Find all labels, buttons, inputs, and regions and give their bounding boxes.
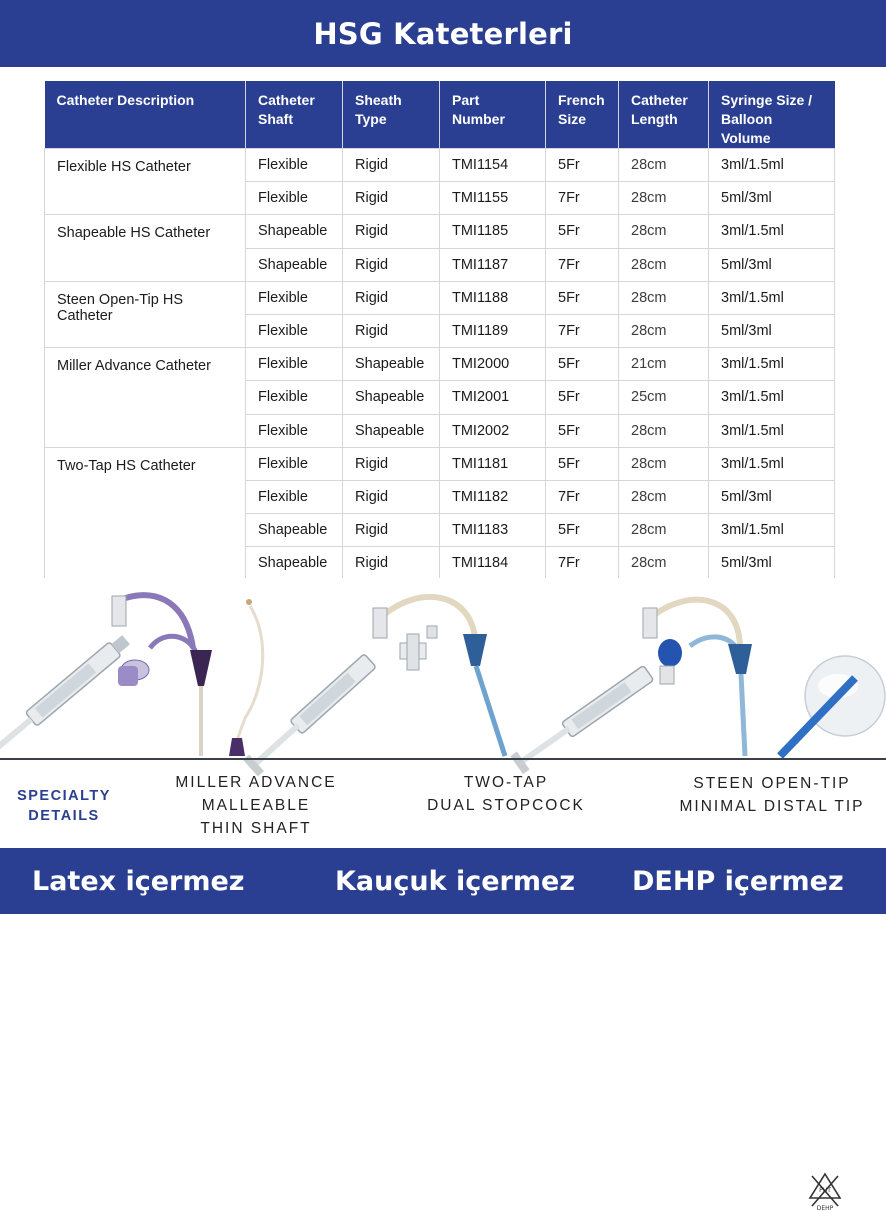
cell-part-number: TMI1188 bbox=[440, 281, 546, 314]
specialty-heading-line1: SPECIALTY bbox=[17, 788, 111, 804]
dehp-free-icon bbox=[808, 1172, 842, 1212]
feature-miller-advance bbox=[136, 771, 376, 840]
cell-length: 25cm bbox=[619, 381, 709, 414]
feature-line: STEEN OPEN-TIP bbox=[693, 775, 851, 792]
table-row bbox=[45, 149, 835, 182]
cell-part-number: TMI1154 bbox=[440, 149, 546, 182]
cell-syringe: 3ml/1.5ml bbox=[709, 414, 835, 447]
latex-free-label: Latex içermez bbox=[32, 866, 245, 897]
cell-shaft: Flexible bbox=[246, 281, 343, 314]
cell-description: Shapeable HS Catheter bbox=[45, 215, 246, 281]
cell-shaft: Flexible bbox=[246, 414, 343, 447]
cell-shaft: Flexible bbox=[246, 314, 343, 347]
cell-syringe: 3ml/1.5ml bbox=[709, 348, 835, 381]
cell-sheath: Rigid bbox=[343, 514, 440, 547]
cell-french-size: 5Fr bbox=[546, 514, 619, 547]
svg-text:PHT: PHT bbox=[819, 1187, 831, 1194]
cell-syringe: 3ml/1.5ml bbox=[709, 281, 835, 314]
column-header-syringe: Syringe Size / Balloon Volume bbox=[709, 81, 835, 149]
miller-advance-catheter-image bbox=[0, 595, 263, 770]
page-title: HSG Kateterleri bbox=[313, 16, 573, 51]
cell-length: 21cm bbox=[619, 348, 709, 381]
cell-description: Steen Open-Tip HS Catheter bbox=[45, 281, 246, 347]
specialty-details-heading bbox=[14, 786, 114, 826]
cell-sheath: Rigid bbox=[343, 215, 440, 248]
cell-length: 28cm bbox=[619, 149, 709, 182]
cell-shaft: Shapeable bbox=[246, 514, 343, 547]
table-row bbox=[45, 447, 835, 480]
cell-sheath: Rigid bbox=[343, 248, 440, 281]
cell-french-size: 7Fr bbox=[546, 547, 619, 580]
cell-description: Flexible HS Catheter bbox=[45, 149, 246, 215]
cell-syringe: 3ml/1.5ml bbox=[709, 514, 835, 547]
cell-shaft: Flexible bbox=[246, 480, 343, 513]
cell-syringe: 3ml/1.5ml bbox=[709, 381, 835, 414]
cell-sheath: Rigid bbox=[343, 547, 440, 580]
catheter-products-illustration bbox=[0, 578, 886, 758]
cell-shaft: Flexible bbox=[246, 348, 343, 381]
cell-syringe: 5ml/3ml bbox=[709, 182, 835, 215]
cell-syringe: 5ml/3ml bbox=[709, 480, 835, 513]
catheter-table-container bbox=[44, 81, 834, 580]
cell-length: 28cm bbox=[619, 215, 709, 248]
feature-line: MINIMAL DISTAL TIP bbox=[679, 798, 865, 815]
cell-part-number: TMI1155 bbox=[440, 182, 546, 215]
cell-french-size: 7Fr bbox=[546, 480, 619, 513]
table-row bbox=[45, 215, 835, 248]
svg-text:DEHP: DEHP bbox=[816, 1205, 834, 1212]
cell-french-size: 5Fr bbox=[546, 381, 619, 414]
cell-length: 28cm bbox=[619, 547, 709, 580]
cell-length: 28cm bbox=[619, 414, 709, 447]
cell-french-size: 7Fr bbox=[546, 248, 619, 281]
cell-french-size: 5Fr bbox=[546, 149, 619, 182]
cell-length: 28cm bbox=[619, 514, 709, 547]
cell-shaft: Flexible bbox=[246, 381, 343, 414]
cell-french-size: 7Fr bbox=[546, 314, 619, 347]
table-row bbox=[45, 348, 835, 381]
rubber-free-label: Kauçuk içermez bbox=[335, 866, 575, 897]
cell-sheath: Rigid bbox=[343, 480, 440, 513]
dehp-free-label: DEHP içermez bbox=[632, 866, 844, 897]
cell-part-number: TMI1185 bbox=[440, 215, 546, 248]
cell-length: 28cm bbox=[619, 480, 709, 513]
cell-description: Miller Advance Catheter bbox=[45, 348, 246, 448]
cell-syringe: 5ml/3ml bbox=[709, 547, 835, 580]
product-baseline-divider bbox=[0, 758, 886, 760]
cell-sheath: Shapeable bbox=[343, 414, 440, 447]
cell-part-number: TMI2001 bbox=[440, 381, 546, 414]
title-banner bbox=[0, 0, 886, 67]
cell-french-size: 5Fr bbox=[546, 447, 619, 480]
cell-syringe: 5ml/3ml bbox=[709, 314, 835, 347]
cell-syringe: 3ml/1.5ml bbox=[709, 215, 835, 248]
cell-part-number: TMI1181 bbox=[440, 447, 546, 480]
cell-french-size: 5Fr bbox=[546, 414, 619, 447]
cell-shaft: Flexible bbox=[246, 149, 343, 182]
cell-shaft: Shapeable bbox=[246, 248, 343, 281]
cell-french-size: 5Fr bbox=[546, 281, 619, 314]
specialty-heading-line2: DETAILS bbox=[28, 808, 100, 824]
cell-sheath: Rigid bbox=[343, 149, 440, 182]
table-row bbox=[45, 281, 835, 314]
cell-shaft: Flexible bbox=[246, 447, 343, 480]
feature-line: THIN SHAFT bbox=[200, 820, 312, 837]
cell-part-number: TMI1184 bbox=[440, 547, 546, 580]
column-header-french-size: French Size bbox=[546, 81, 619, 149]
cell-shaft: Shapeable bbox=[246, 547, 343, 580]
cell-part-number: TMI1183 bbox=[440, 514, 546, 547]
two-tap-catheter-image bbox=[243, 597, 505, 776]
cell-length: 28cm bbox=[619, 281, 709, 314]
column-header-shaft: Catheter Shaft bbox=[246, 81, 343, 149]
cell-part-number: TMI2000 bbox=[440, 348, 546, 381]
cell-syringe: 3ml/1.5ml bbox=[709, 149, 835, 182]
cell-length: 28cm bbox=[619, 447, 709, 480]
feature-line: TWO-TAP bbox=[463, 774, 549, 791]
cell-french-size: 5Fr bbox=[546, 348, 619, 381]
table-body bbox=[45, 149, 835, 580]
cell-part-number: TMI1189 bbox=[440, 314, 546, 347]
cell-part-number: TMI1182 bbox=[440, 480, 546, 513]
cell-length: 28cm bbox=[619, 182, 709, 215]
cell-french-size: 7Fr bbox=[546, 182, 619, 215]
feature-line: MILLER ADVANCE bbox=[175, 774, 337, 791]
cell-sheath: Rigid bbox=[343, 314, 440, 347]
column-header-length: Catheter Length bbox=[619, 81, 709, 149]
feature-line: MALLEABLE bbox=[201, 797, 311, 814]
cell-sheath: Rigid bbox=[343, 281, 440, 314]
cell-shaft: Flexible bbox=[246, 182, 343, 215]
cell-french-size: 5Fr bbox=[546, 215, 619, 248]
cell-length: 28cm bbox=[619, 314, 709, 347]
feature-line: DUAL STOPCOCK bbox=[427, 797, 585, 814]
catheter-table bbox=[44, 81, 835, 580]
cell-syringe: 3ml/1.5ml bbox=[709, 447, 835, 480]
cell-sheath: Shapeable bbox=[343, 348, 440, 381]
cell-sheath: Rigid bbox=[343, 182, 440, 215]
cell-sheath: Rigid bbox=[343, 447, 440, 480]
cell-shaft: Shapeable bbox=[246, 215, 343, 248]
column-header-description: Catheter Description bbox=[45, 81, 246, 149]
feature-two-tap bbox=[396, 771, 616, 817]
column-header-sheath: Sheath Type bbox=[343, 81, 440, 149]
cell-sheath: Shapeable bbox=[343, 381, 440, 414]
cell-description: Two-Tap HS Catheter bbox=[45, 447, 246, 580]
table-header bbox=[45, 81, 835, 149]
column-header-part-number: Part Number bbox=[440, 81, 546, 149]
steen-open-tip-catheter-image bbox=[510, 600, 885, 774]
feature-steen-open-tip bbox=[672, 772, 872, 818]
cell-part-number: TMI2002 bbox=[440, 414, 546, 447]
cell-part-number: TMI1187 bbox=[440, 248, 546, 281]
cell-syringe: 5ml/3ml bbox=[709, 248, 835, 281]
cell-length: 28cm bbox=[619, 248, 709, 281]
footer-banner bbox=[0, 848, 886, 914]
